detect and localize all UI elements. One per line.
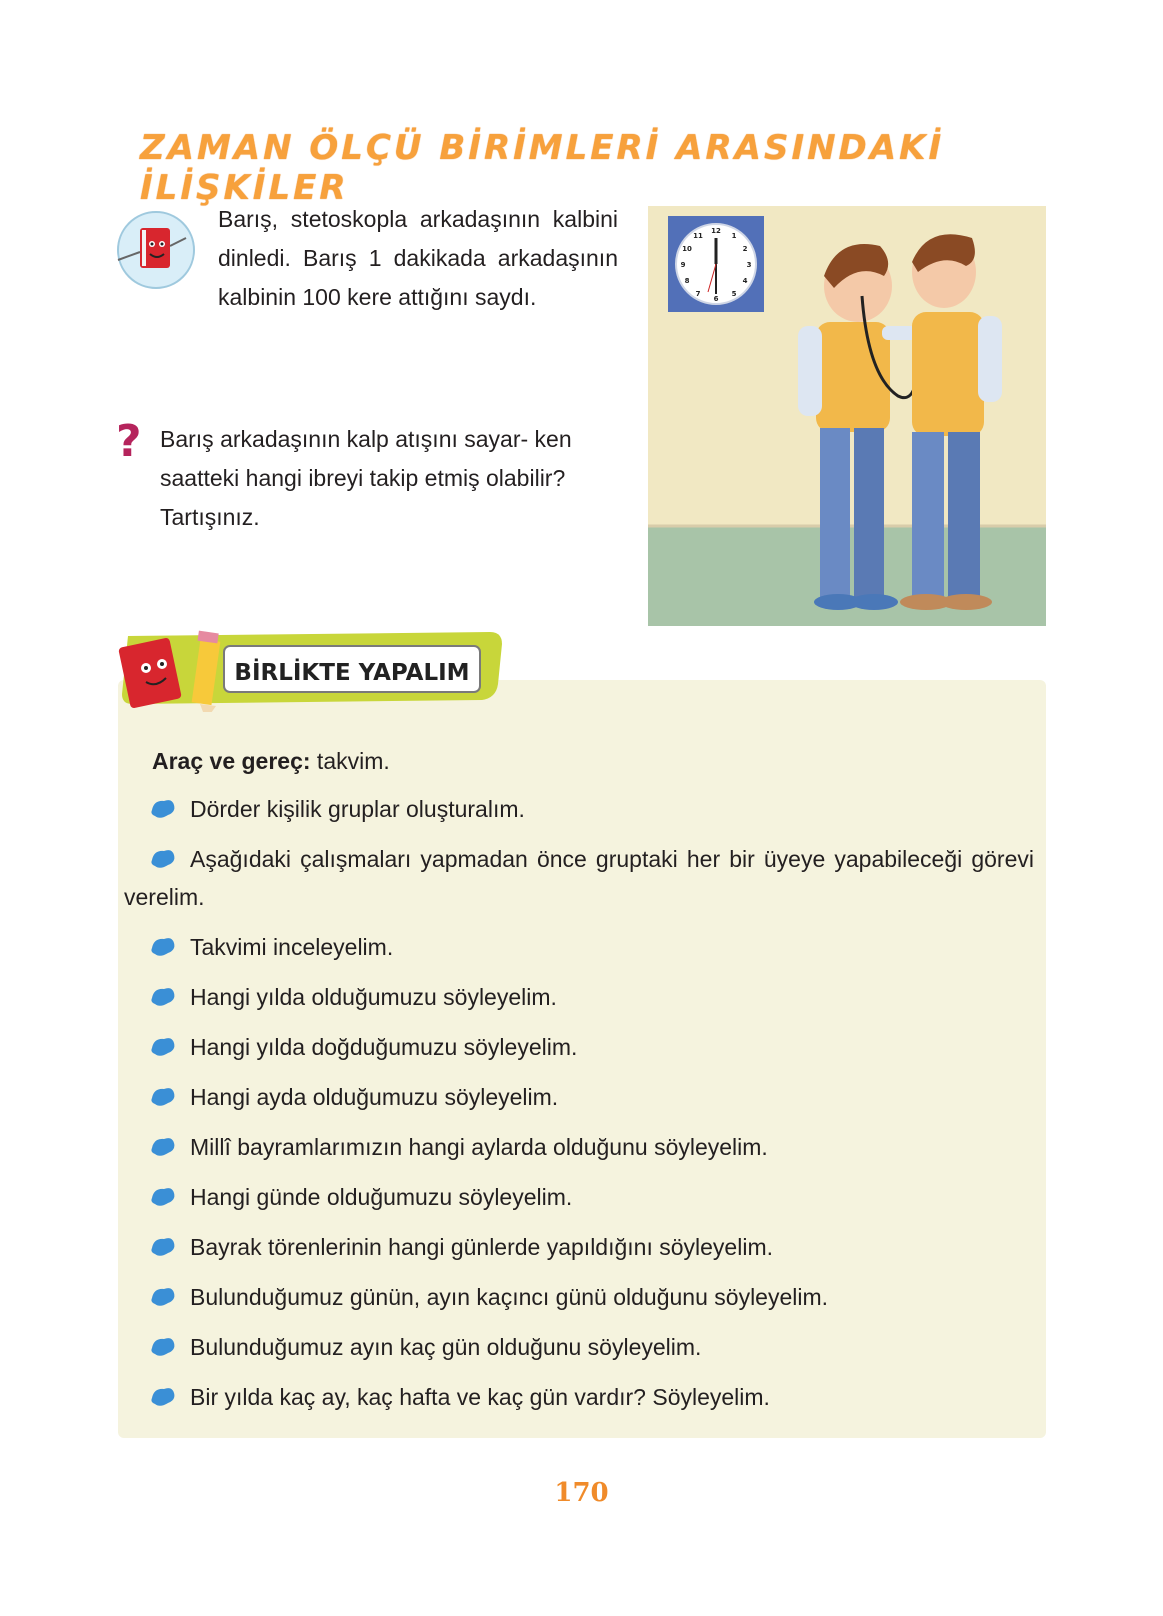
clock-number: 10: [682, 245, 692, 253]
activity-list: [124, 790, 1034, 1428]
blue-bullet-icon: [150, 846, 176, 870]
list-item-text: Bir yılda kaç ay, kaç hafta ve kaç gün vardır? Söyleyelim.: [190, 1384, 770, 1410]
list-item: [124, 928, 1034, 966]
clock-number: 6: [713, 295, 719, 303]
list-item-text: Hangi günde olduğumuzu söyleyelim.: [190, 1184, 573, 1210]
list-item-text: Aşağıdaki çalışmaları yapmadan önce gruptaki her bir üyeye yapabileceği görevi verelim.: [124, 846, 1034, 910]
book-mascot-icon: [110, 206, 200, 296]
list-item: [124, 978, 1034, 1016]
list-item: [124, 840, 1034, 916]
clock-number: 1: [731, 232, 737, 240]
blue-bullet-icon: [150, 1384, 176, 1408]
list-item: [124, 1078, 1034, 1116]
page-number: 170: [554, 1478, 609, 1508]
clock-number: 3: [746, 261, 752, 269]
clock-number: 12: [711, 227, 721, 235]
intro-paragraph: Barış, stetoskopla arkadaşının kalbini dinledi. Barış 1 dakikada arkadaşının kalbinin 100 kere attığını saydı.: [218, 206, 618, 310]
list-item: [124, 1228, 1034, 1266]
list-item-text: Bulunduğumuz ayın kaç gün olduğunu söyleyelim.: [190, 1334, 702, 1360]
blue-bullet-icon: [150, 1084, 176, 1108]
list-item-text: Hangi yılda olduğumuzu söyleyelim.: [190, 984, 557, 1010]
blue-bullet-icon: [150, 984, 176, 1008]
list-item: [124, 1378, 1034, 1416]
clock-number: 9: [680, 261, 686, 269]
blue-bullet-icon: [150, 1234, 176, 1258]
wall-clock-icon: [668, 216, 764, 312]
clock-number: 8: [684, 277, 690, 285]
list-item: [124, 1328, 1034, 1366]
blue-bullet-icon: [150, 1334, 176, 1358]
list-item-text: Hangi ayda olduğumuzu söyleyelim.: [190, 1084, 559, 1110]
blue-bullet-icon: [150, 1034, 176, 1058]
blue-bullet-icon: [150, 1134, 176, 1158]
page-title: ZAMAN ÖLÇÜ BİRİMLERİ ARASINDAKİ İLİŞKİLER: [140, 128, 945, 208]
question-mark-icon: ?: [116, 416, 142, 467]
list-item: [124, 1278, 1034, 1316]
banner-label: BİRLİKTE YAPALIM: [234, 660, 470, 686]
list-item-text: Bulunduğumuz günün, ayın kaçıncı günü olduğunu söyleyelim.: [190, 1284, 829, 1310]
clock-number: 7: [695, 290, 701, 298]
list-item: [124, 1178, 1034, 1216]
materials-label: Araç ve gereç:: [152, 748, 311, 774]
clock-number: 2: [742, 245, 748, 253]
list-item-text: Takvimi inceleyelim.: [190, 934, 394, 960]
list-item-text: Millî bayramlarımızın hangi aylarda olduğunu söyleyelim.: [190, 1134, 768, 1160]
blue-bullet-icon: [150, 1184, 176, 1208]
clock-number: 4: [742, 277, 748, 285]
list-item: [124, 790, 1034, 828]
list-item-text: Dörder kişilik gruplar oluşturalım.: [190, 796, 525, 822]
blue-bullet-icon: [150, 1284, 176, 1308]
list-item: [124, 1128, 1034, 1166]
clock-number: 5: [731, 290, 737, 298]
activity-banner: [118, 628, 508, 712]
list-item-text: Bayrak törenlerinin hangi günlerde yapıldığını söyleyelim.: [190, 1234, 773, 1260]
discussion-question: Barış arkadaşının kalp atışını sayar- ken saatteki hangi ibreyi takip etmiş olabilir? Tartışınız.: [160, 426, 572, 530]
clock-number: 11: [693, 232, 703, 240]
materials-line: [152, 746, 390, 776]
list-item-text: Hangi yılda doğduğumuzu söyleyelim.: [190, 1034, 578, 1060]
materials-value: takvim.: [310, 748, 390, 774]
blue-bullet-icon: [150, 934, 176, 958]
blue-bullet-icon: [150, 796, 176, 820]
stethoscope-illustration: [648, 206, 1046, 626]
list-item: [124, 1028, 1034, 1066]
